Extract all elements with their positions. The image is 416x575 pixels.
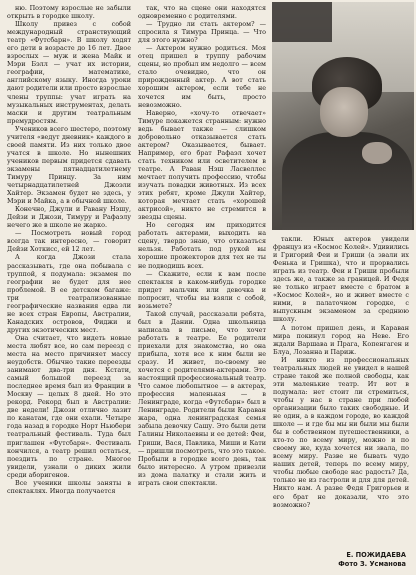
photo-child-hand [362, 142, 392, 164]
article-column-2 [138, 4, 266, 487]
paragraph: Такой случай, рассказали ребята, был в Дании. Одна школьница написала в письме, что хочет работать в театре. Ее родители приехали для знакомства, но она прибыла, хотя все к ним были не сразу. И живет, по-своему не хочется с родителями-актерами. Это настоящий профессиональный театр. Что самое любопытное — в актерах, профессия маленькая — в Ленинграде, когда «Футсбарн» был в Ленинграде. Родители были Караван жара, одна ленинградская семья забыла девочку Сашу. Это были дети Галины Николаевны и ее детей: Феи, Гриши, Вася, Павлика, Миши и Кати — пришли посмотреть, что это такое. Пробыли в городке всего день, так было интересно. А утром привезли из дома палатку и стали жить и играть свои спектакли. [138, 309, 266, 487]
paragraph: — Трудно ли стать актером? — спросила я Тимура Принца. — Что для этого нужно? [138, 20, 266, 45]
paragraph: Школу привез с собой международный странствующий театр «Футсбарн». В школу ходят его дети в возрасте до 16 лет. Двое взрослых — муж и жена Майк и Мэри Бэлл — учат их истории, географии, математике, английскому языку. Иногда уроки дают родители или просто взрослые члены труппы: учат играть на музыкальных инструментах, делать маски и другим театральным премудростям. [7, 20, 132, 125]
paragraph: такли. Юных актеров увидели француз из «Космос Колей». Удивились и Григорий Феи и Гриши (а звали их Фенька и Гришка), что и прорвались играть из театр. Феи и Гриши пробыли здесь же, а также за границей. И Федя не только играет вместе с братом в «Космос Колей», но и живет вместе с ними, в палаточном городке, с выпускным экзаменом за среднюю школу. [273, 235, 409, 324]
photo-credit: Фото З. Усманова [338, 560, 406, 568]
article-column-3 [273, 235, 409, 509]
paragraph: И никто из профессиональных театральных людей не увидел в нашей стране такой же полной свободы, как эти маленькие театр. Ит вот в подумала: нет стоит ли стремиться, чтобы у нас в стране при любой организации было таких свободные. И не один, а в каждом городе, во каждой школе — и где бы мы ни были мы были бы в собственном путешественники, а кто-то по всему миру, можно и по своему же, куда хочется ни звала, по всему миру. Разве не бывать чудо наших детей, теперь по всему миру, чтобы любые свободе нас радость? Да, только не из гастроли и для для детей. Никто нам. А разве Федя Григорьев и его брат не доказали, что это возможно? [273, 355, 409, 509]
author-signature: Е. ПОЖИДАЕВА [346, 551, 406, 559]
photo-dark-corner [272, 2, 332, 42]
paragraph: — Скажите, если к вам после спектакля в каком-нибудь городке придет мальчик или девочка и попросит, чтобы вы взяли с собой, возьмете? [138, 269, 266, 310]
paragraph: Все ученики школы заняты в спектаклях. Иногда получается [7, 478, 131, 495]
photo-child-body [282, 132, 412, 230]
paragraph: А потом пришел день, и Караван мира покинул город на Неве. Его ждали Варшава и Прага, Копенгаген и Блуа, Лозанна и Париж. [273, 323, 409, 356]
article-column-1 [7, 4, 131, 495]
paragraph: А когда Джози стала рассказывать, где она побывала с труппой, я подумала: экзамен по географии не будет для нее проблемой. В ее детском багаже: три театрализованные географические названия едва ли не всех стран Европы, Австралии, Канадских островов, Фиджи и других экзотических мест. [7, 253, 131, 334]
paragraph: ню. Поэтому взрослые не забыли открыть в городке школу. [7, 4, 131, 21]
paragraph: Она считает, что видеть новые места любят все, но сам переезд с места на место причиняет массу неудобств. Обычно такие переезды занимают два-три дня. Кстати, самый большой переезд за последнее время был из Франции в Москву — целых 8 дней. Но это рекорд. Рекорд был в Австралии: две недели! Джози отлично лазит по канатам, где они ехали. Четыре года назад в городке Норт Ньюбери театральный фестиваль. Туда был приглашен «Футсбарн». Фестиваль кончился, а театр решил остаться, поездить по стране. Многое увидели, узнали о диких жили среди аборигенов. [7, 333, 131, 479]
paragraph: — Посмотреть новый город всегда так интересно, — говорит Дейзи Хоткисс, ей 12 лет. [7, 229, 131, 254]
paragraph: Учеников всего шестеро, поэтому учителя «ведут дневник» каждого в своей памяти. Из них только двое учатся в школе. Но нынешних учеников первым придется сдавать экзамены пятнадцатилетнему Тимуру Принцу. За ним четырнадцатилетней Джоэли Хайтер. Экзамен будет не здесь, у Мэри и Майка, а в обычной школе. [7, 124, 131, 206]
paragraph: Конечно, Джули и Равану Нэшу, Дейзи и Джози, Тимуру и Рафаэлу нечего же в школе не жарко. [7, 205, 131, 230]
paragraph: Наверно, «хочу-то отвечает» Тимуре покажется странным: нужно ведь бывает также — слишком добровольно отказывается стать актером? Оказывается, бывает. Например, его брат Рафаэл хочет стать техником или осветителем в театре. А Раван Нэш Ласвеллес мечтает получить профессию, чтобы изучать повадки животных. Из всех этих ребят, кроме Джули Хайтер, которая мечтает стать «хорошей актрисой», никто не стремится в звезды сцены. [138, 108, 266, 222]
paragraph: так, что на сцене они находятся одновременно с родителями. [138, 4, 266, 21]
paragraph: — Актером нужно родиться. Моя отец пришел в труппу рабочим сцены, но пробыл им недолго — всем стало очевидно, что он прирожденный актер. А вот стать хорошим актером, если тебе не хочется им быть, просто невозможно. [138, 44, 266, 109]
photo-child-face [320, 87, 368, 137]
paragraph: Но сегодня им приходится работать актерами, выходить на сцену, твердо знаю, что отказаться нельзя. Работать под рукой вы хорошие прожекторов для тех не ты не подводишь всех. [138, 221, 266, 270]
article-photo [272, 2, 414, 230]
